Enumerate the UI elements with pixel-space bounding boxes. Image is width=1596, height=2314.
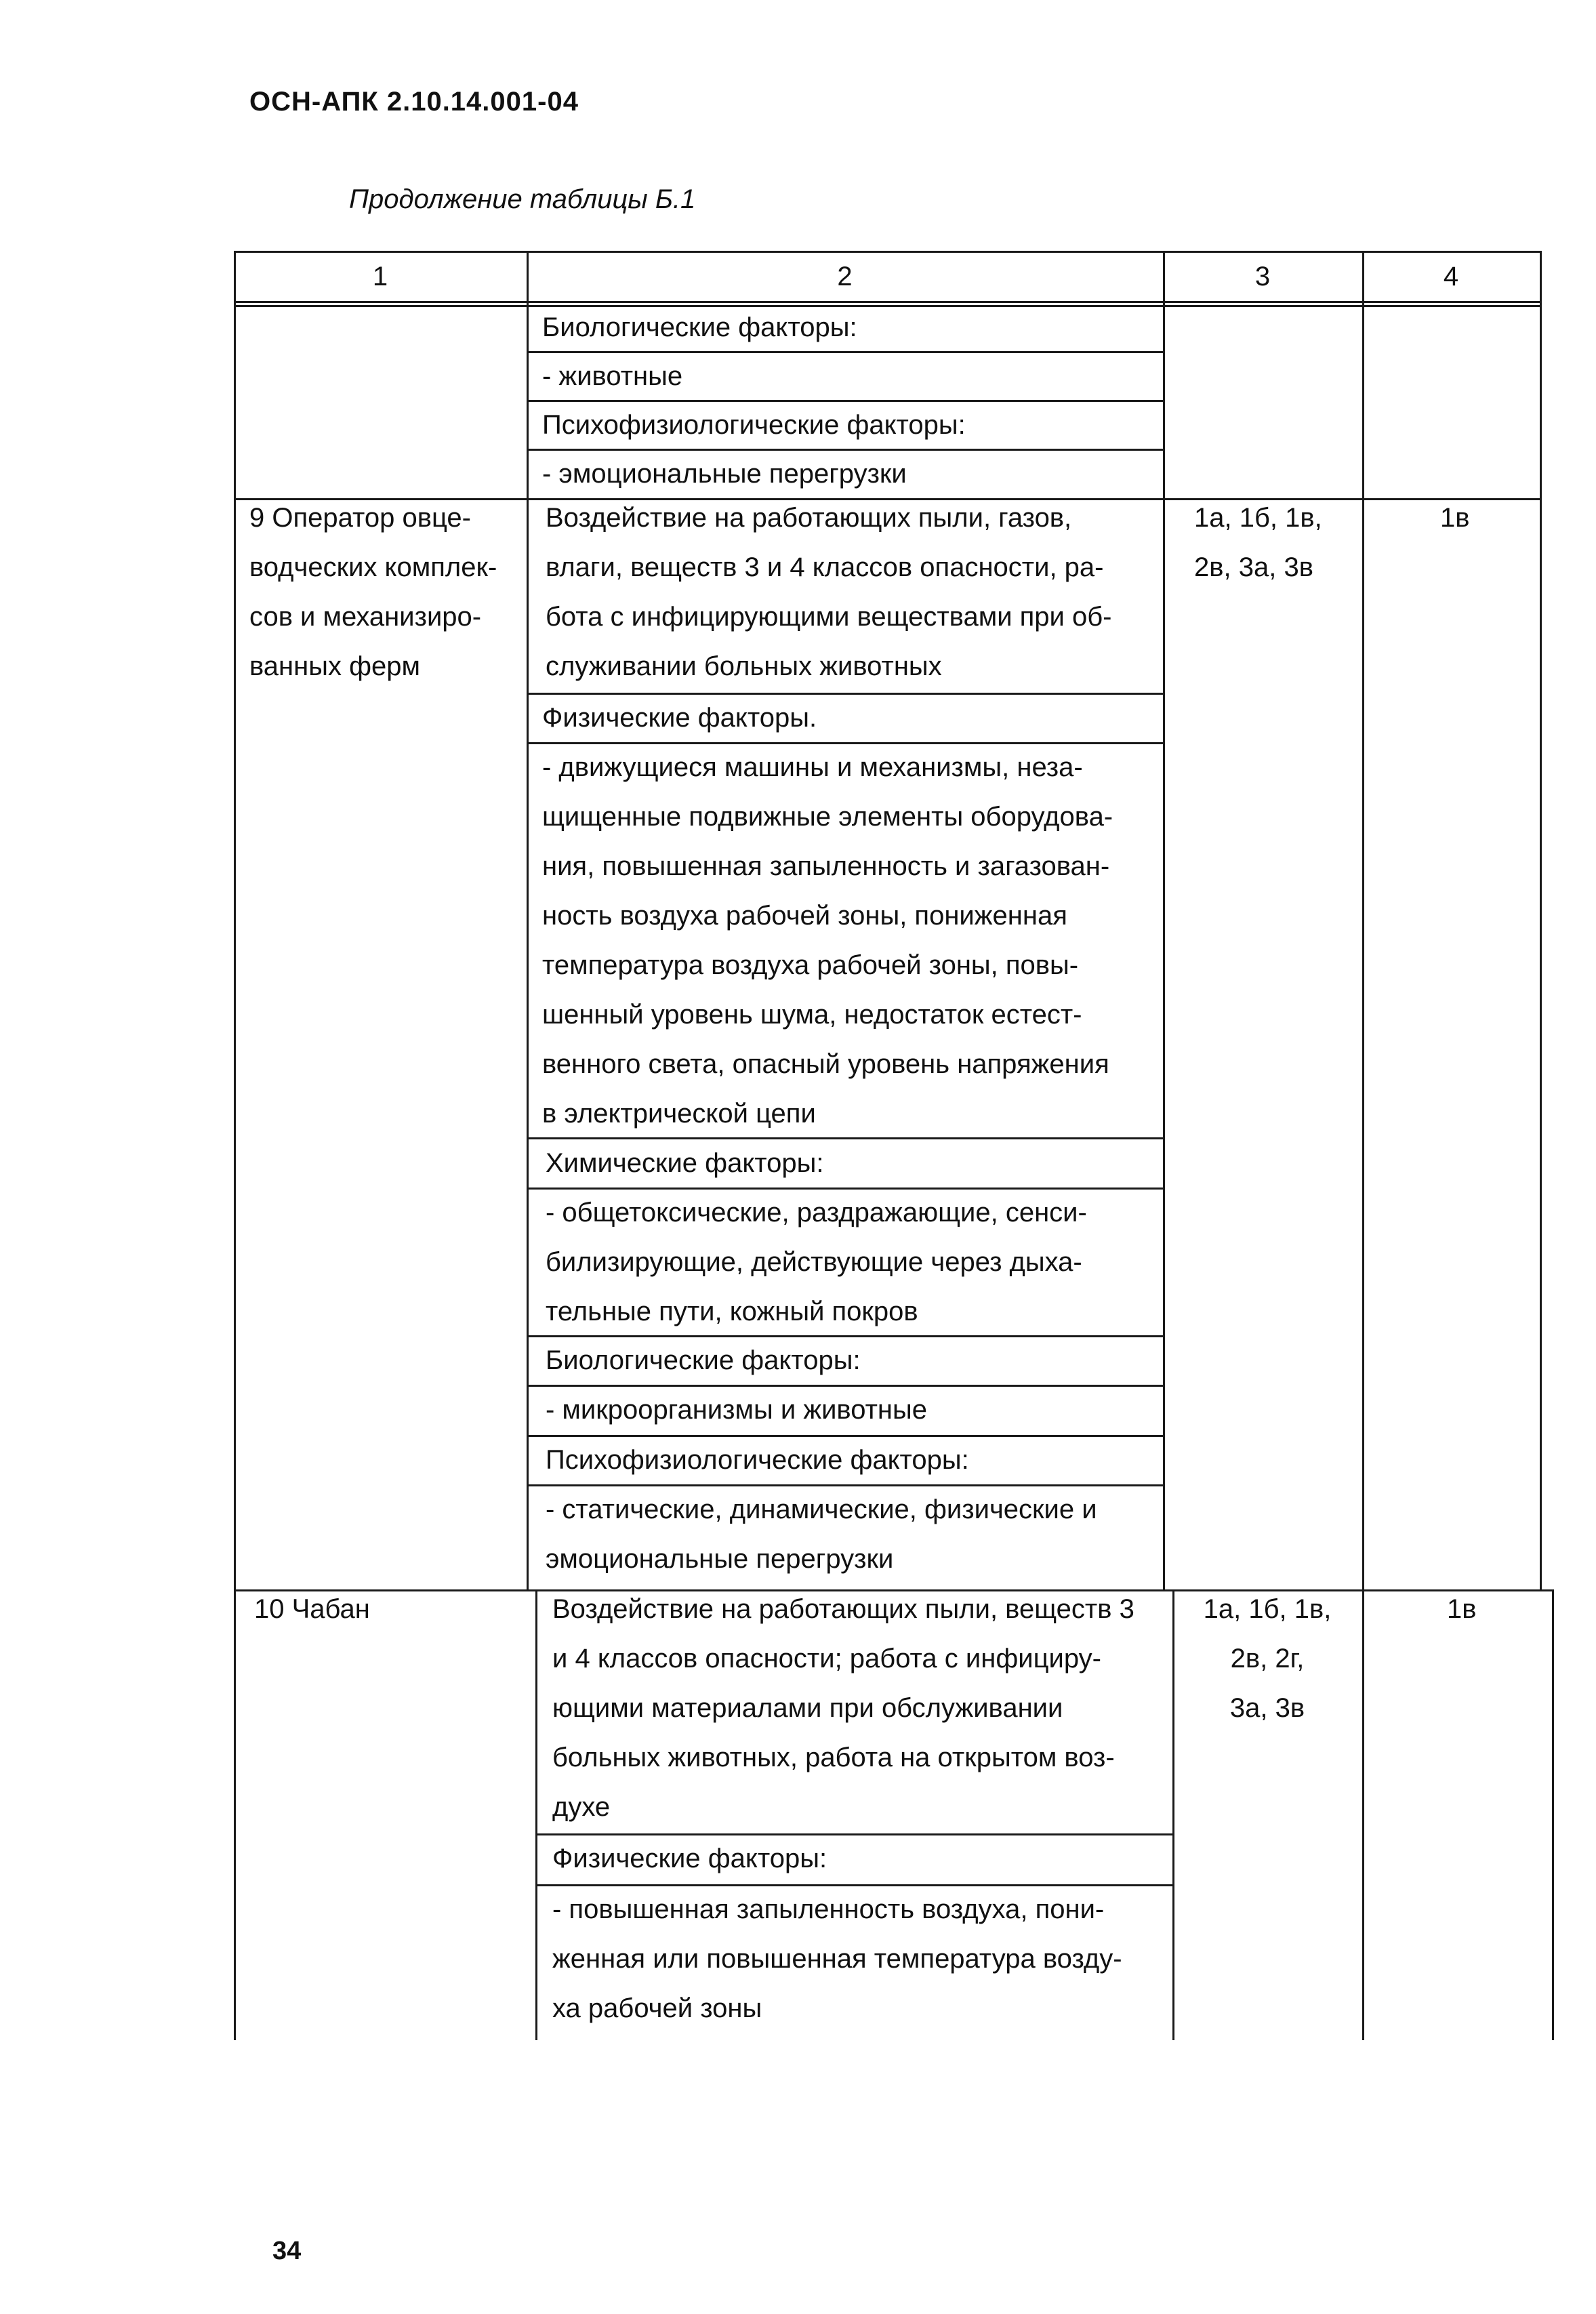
row9-phys-title: Физические факторы. [542,703,817,733]
table-header-col1: 1 [372,262,388,291]
row10-intro: Воздействие на работающих пыли, веществ 3 и 4 классов опасности; работа с инфициру- ющими материалами при обслуживании больных животных, работа на открытом воз- духе [552,1594,1134,1822]
row9-chem-items: - общетоксические, раздражающие, сенси- билизирующие, действующие через дыха- тельные пути, кожный покров [546,1198,1087,1326]
row9-col4-code: 1в [1440,503,1470,533]
table-continuation-caption: Продолжение таблицы Б.1 [349,184,696,214]
row10-profession: 10 Чабан [254,1594,370,1624]
row9-profession: 9 Оператор овце- водческих комплек- сов и механизиро- ванных ферм [249,503,497,681]
psy-factors-title-top: Психофизиологические факторы: [542,410,966,440]
row9-col3-codes: 1а, 1б, 1в, 2в, 3а, 3в [1194,503,1322,582]
row10-phys-title: Физические факторы: [552,1844,827,1873]
psy-factors-item-top: - эмоциональные перегрузки [542,459,907,489]
table-header-col3: 3 [1254,262,1271,291]
row9-phys-items: - движущиеся машины и механизмы, неза- щищенные подвижные элементы оборудова- ния, повышенная запыленность и загазован- ность воздуха рабочей зоны, пониженная температура воздуха рабочей зоны, повы- шенный уровень шума, недостаток естест- венного света, опасный уровень напряжения в электрической цепи [542,752,1113,1129]
bio-factors-item-top: - животные [542,361,683,391]
row9-psy-title: Психофизиологические факторы: [546,1445,969,1475]
row10-col4-code: 1в [1447,1594,1477,1624]
row9-intro: Воздействие на работающих пыли, газов, влаги, веществ 3 и 4 классов опасности, ра- бота с инфицирующими веществами при об- служивании больных животных [546,503,1112,681]
row9-psy-items: - статические, динамические, физические и эмоциональные перегрузки [546,1495,1097,1574]
bio-factors-title-top: Биологические факторы: [542,312,857,342]
row10-phys-items: - повышенная запыленность воздуха, пони- женная или повышенная температура возду- ха рабочей зоны [552,1894,1122,2023]
row10-col3-codes: 1а, 1б, 1в, 2в, 2г, 3а, 3в [1203,1594,1332,1723]
row9-bio-title: Биологические факторы: [546,1345,861,1375]
table-header-col4: 4 [1443,262,1459,291]
row9-bio-item: - микроорганизмы и животные [546,1395,927,1425]
table-header-col2: 2 [837,262,853,291]
page-number: 34 [272,2237,302,2265]
row9-chem-title: Химические факторы: [546,1148,824,1178]
document-code: ОСН-АПК 2.10.14.001-04 [249,87,579,117]
